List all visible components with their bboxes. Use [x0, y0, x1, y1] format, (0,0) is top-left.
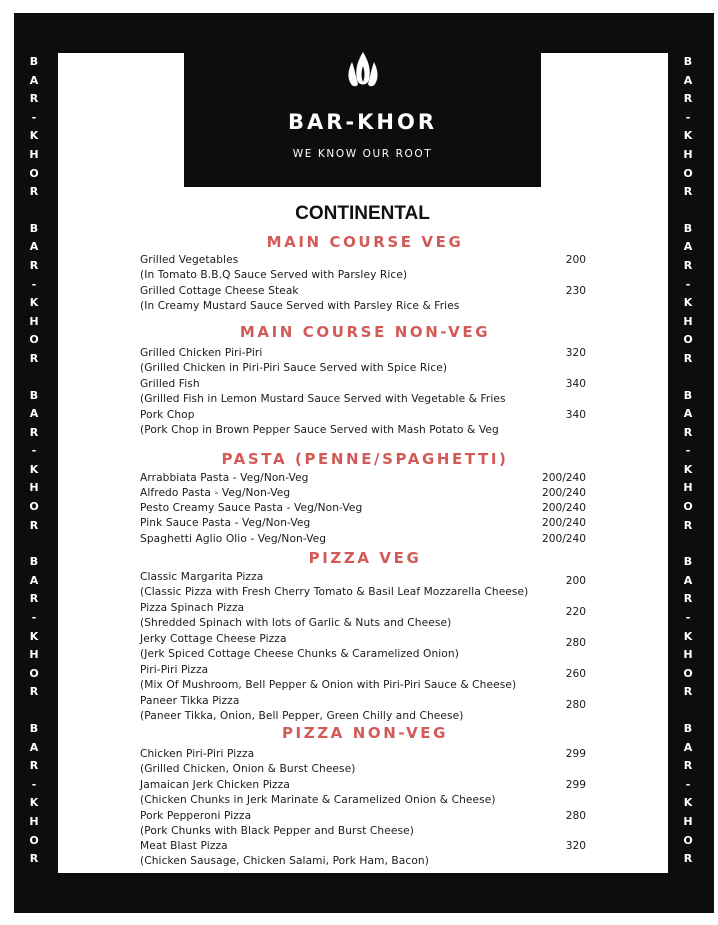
item-price: 320	[565, 347, 586, 359]
item-description: (Classic Pizza with Fresh Cherry Tomato & Basil Leaf Mozzarella Cheese)	[140, 586, 529, 598]
side-brand-word: B A R - K H O R	[683, 221, 693, 365]
item-description: (Mix Of Mushroom, Bell Pepper & Onion with Piri-Piri Sauce & Cheese)	[140, 679, 517, 691]
item-price: 260	[565, 668, 586, 680]
item-name: Paneer Tikka Pizza	[140, 695, 240, 707]
side-brand-word: B A R - K H O R	[29, 55, 39, 199]
item-price: 230	[565, 285, 586, 297]
side-brand-word: B A R - K H O R	[29, 388, 39, 532]
item-description: (In Tomato B.B.Q Sauce Served with Parsley Rice)	[140, 269, 408, 281]
menu-title: CONTINENTAL	[295, 203, 430, 224]
item-price: 220	[565, 606, 586, 618]
section-title-main-nonveg: MAIN COURSE NON-VEG	[239, 323, 491, 341]
item-name: Spaghetti Aglio Olio - Veg/Non-Veg	[140, 533, 327, 545]
item-price: 280	[565, 699, 586, 711]
item-name: Pork Chop	[140, 409, 195, 421]
item-name: Pesto Creamy Sauce Pasta - Veg/Non-Veg	[140, 502, 363, 514]
item-description: (In Creamy Mustard Sauce Served with Parsley Rice & Fries	[140, 300, 460, 312]
side-brand-right	[678, 53, 698, 887]
item-price: 200	[565, 254, 586, 266]
item-description: (Chicken Sausage, Chicken Salami, Pork Ham, Bacon)	[140, 855, 429, 867]
item-price: 200/240	[541, 533, 586, 545]
item-description: (Pork Chunks with Black Pepper and Burst Cheese)	[140, 825, 414, 837]
item-name: Jerky Cottage Cheese Pizza	[140, 633, 287, 645]
item-price: 299	[565, 748, 586, 760]
flame-logo-icon	[343, 50, 383, 90]
item-name: Pink Sauce Pasta - Veg/Non-Veg	[140, 517, 311, 529]
item-name: Classic Margarita Pizza	[140, 571, 264, 583]
item-description: (Jerk Spiced Cottage Cheese Chunks & Caramelized Onion)	[140, 648, 459, 660]
side-brand-word: B A R - K H O R	[29, 555, 39, 699]
item-description: (Grilled Fish in Lemon Mustard Sauce Served with Vegetable & Fries	[140, 393, 506, 405]
item-name: Meat Blast Pizza	[140, 840, 228, 852]
side-brand-word: B A R - K H O R	[683, 555, 693, 699]
item-price: 320	[565, 840, 586, 852]
item-price: 200	[565, 575, 586, 587]
item-price: 340	[565, 409, 586, 421]
item-price: 280	[565, 637, 586, 649]
item-description: (Pork Chop in Brown Pepper Sauce Served with Mash Potato & Veg	[140, 424, 499, 436]
item-description: (Chicken Chunks in Jerk Marinate & Caramelized Onion & Cheese)	[140, 794, 496, 806]
section-title-main-veg: MAIN COURSE VEG	[266, 233, 464, 251]
item-description: (Shredded Spinach with lots of Garlic & Nuts and Cheese)	[140, 617, 452, 629]
side-brand-word: B A R - K H O R	[29, 722, 39, 866]
brand-name: BAR-KHOR	[287, 110, 437, 134]
item-name: Grilled Vegetables	[140, 254, 239, 266]
section-title-pizza-veg: PIZZA VEG	[308, 549, 422, 567]
brand-header	[184, 40, 541, 187]
item-price: 340	[565, 378, 586, 390]
side-brand-left	[24, 53, 44, 887]
side-brand-word: B A R - K H O R	[683, 722, 693, 866]
item-price: 200/240	[541, 472, 586, 484]
side-brand-word: B A R - K H O R	[29, 221, 39, 365]
item-name: Grilled Chicken Piri-Piri	[140, 347, 263, 359]
side-brand-word: B A R - K H O R	[683, 388, 693, 532]
item-name: Jamaican Jerk Chicken Pizza	[140, 779, 290, 791]
item-description: (Paneer Tikka, Onion, Bell Pepper, Green Chilly and Cheese)	[140, 710, 464, 722]
item-name: Alfredo Pasta - Veg/Non-Veg	[140, 487, 291, 499]
item-name: Piri-Piri Pizza	[140, 664, 209, 676]
item-description: (Grilled Chicken, Onion & Burst Cheese)	[140, 763, 356, 775]
item-name: Pork Pepperoni Pizza	[140, 810, 252, 822]
section-title-pizza-nonveg: PIZZA NON-VEG	[281, 724, 449, 742]
item-price: 200/240	[541, 502, 586, 514]
item-price: 299	[565, 779, 586, 791]
item-price: 200/240	[541, 487, 586, 499]
item-description: (Grilled Chicken in Piri-Piri Sauce Served with Spice Rice)	[140, 362, 448, 374]
item-name: Arrabbiata Pasta - Veg/Non-Veg	[140, 472, 309, 484]
item-price: 280	[565, 810, 586, 822]
side-brand-word: B A R - K H O R	[683, 55, 693, 199]
brand-tagline: WE KNOW OUR ROOT	[292, 148, 433, 160]
item-price: 200/240	[541, 517, 586, 529]
item-name: Grilled Fish	[140, 378, 200, 390]
item-name: Chicken Piri-Piri Pizza	[140, 748, 255, 760]
section-title-pasta: PASTA (PENNE/SPAGHETTI)	[221, 450, 509, 468]
item-name: Pizza Spinach Pizza	[140, 602, 245, 614]
item-name: Grilled Cottage Cheese Steak	[140, 285, 299, 297]
